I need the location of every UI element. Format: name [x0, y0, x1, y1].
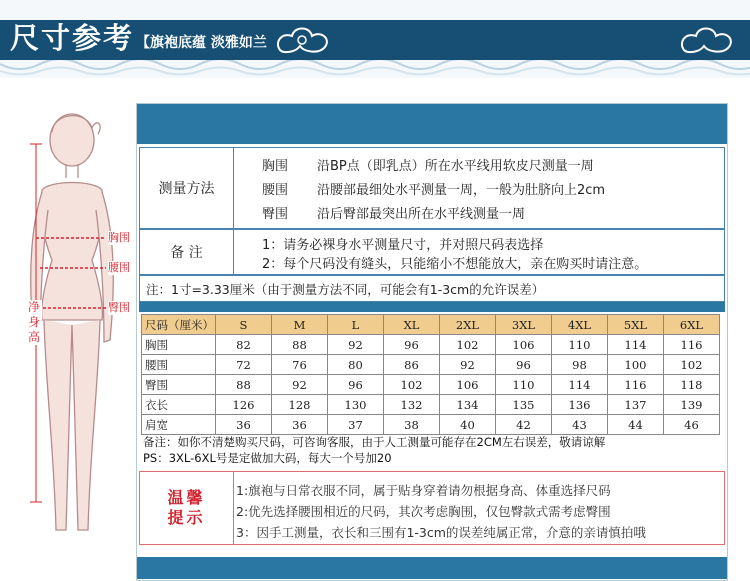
table-cell: 36 [216, 415, 272, 435]
header-cell: 3XL [496, 315, 552, 335]
header-cell: 4XL [552, 315, 608, 335]
table-cell: 116 [608, 375, 664, 395]
table-cell: 37 [328, 415, 384, 435]
table-cell: 40 [440, 415, 496, 435]
table-cell: 137 [608, 395, 664, 415]
table-cell: 92 [272, 375, 328, 395]
table-cell: 96 [384, 335, 440, 355]
header-cell: 尺码（厘米） [142, 315, 216, 335]
table-cell: 102 [384, 375, 440, 395]
notes-line: 1：请务必裸身水平测量尺寸，并对照尺码表选择 [262, 238, 544, 253]
remarks [143, 434, 605, 466]
table-cell: 96 [496, 355, 552, 375]
method-item-desc: 沿腰部最细处水平测量一周，一般为肚脐向上2cm [317, 183, 606, 198]
table-cell: 126 [216, 395, 272, 415]
method-item-desc: 沿后臀部最突出所在水平线测量一周 [317, 207, 526, 222]
cloud-ornament-right-icon [678, 22, 738, 58]
table-cell: 135 [496, 395, 552, 415]
table-cell: 82 [216, 335, 272, 355]
table-cell: 88 [272, 335, 328, 355]
remark-line: PS：3XL-6XL号是定做加大码，每大一个号加20 [143, 451, 392, 465]
table-cell: 114 [552, 375, 608, 395]
table-cell: 72 [216, 355, 272, 375]
method-item-desc: 沿BP点（即乳点）所在水平线用软皮尺测量一周 [317, 159, 594, 174]
table-cell: 134 [440, 395, 496, 415]
table-row [142, 395, 720, 415]
size-panel [136, 103, 728, 581]
table-cell: 98 [552, 355, 608, 375]
table-cell: 110 [496, 375, 552, 395]
header-cell: M [272, 315, 328, 335]
figure-label-hip: 臀围 [108, 301, 130, 314]
method-item-name: 胸围 [262, 159, 289, 174]
table-cell: 118 [664, 375, 720, 395]
tip-line: 3：因手工测量，衣长和三围有1-3cm的误差纯属正常，介意的亲请慎拍哦 [236, 525, 646, 540]
conversion-row [139, 275, 725, 302]
row-label: 臀围 [142, 375, 216, 395]
row-label: 衣长 [142, 395, 216, 415]
page-subtitle: 【旗袍底蕴 淡雅如兰 [136, 35, 267, 51]
header-cell: 6XL [664, 315, 720, 335]
tip-line: 2:优先选择腰围相近的尺码，其次考虑胸围，仅包臀款式需考虑臀围 [236, 504, 611, 519]
table-cell: 106 [496, 335, 552, 355]
female-silhouette-icon [0, 110, 140, 581]
table-cell: 43 [552, 415, 608, 435]
header-cell: 5XL [608, 315, 664, 335]
tips-label-line: 温馨 [167, 488, 206, 507]
table-cell: 128 [272, 395, 328, 415]
table-row [142, 335, 720, 355]
table-cell: 114 [608, 335, 664, 355]
notes-label: 备 注 [140, 230, 234, 274]
table-cell: 80 [328, 355, 384, 375]
table-cell: 136 [552, 395, 608, 415]
wave-ornament [0, 60, 750, 78]
table-cell: 102 [664, 355, 720, 375]
header-cell: XL [384, 315, 440, 335]
tips-label [140, 472, 234, 544]
notes-line: 2：每个尺码没有缝头，只能缩小不想能放大，亲在购买时请注意。 [262, 257, 648, 272]
body-figure [0, 110, 140, 581]
figure-label-waist: 腰围 [108, 261, 130, 274]
method-item-name: 腰围 [262, 183, 289, 198]
table-row [142, 375, 720, 395]
table-cell: 139 [664, 395, 720, 415]
table-cell: 92 [440, 355, 496, 375]
table-cell: 88 [216, 375, 272, 395]
table-divider-bar [139, 302, 725, 312]
page-title: 尺寸参考 [10, 21, 135, 55]
cloud-ornament-icon [274, 22, 334, 58]
table-cell: 110 [552, 335, 608, 355]
table-cell: 100 [608, 355, 664, 375]
method-item-name: 臀围 [262, 207, 289, 222]
row-label: 胸围 [142, 335, 216, 355]
tip-line: 1:旗袍与日常衣服不同，属于贴身穿着请勿根据身高、体重选择尺码 [236, 483, 611, 498]
figure-label-chest: 胸围 [108, 231, 130, 244]
table-cell: 92 [328, 335, 384, 355]
size-table-header [142, 315, 720, 335]
notes-row [139, 229, 725, 275]
row-label: 肩宽 [142, 415, 216, 435]
header-banner [0, 0, 750, 78]
panel-top-bar [137, 104, 727, 144]
table-cell: 86 [384, 355, 440, 375]
conversion-note: 注：1寸=3.33厘米（由于测量方法不同，可能会有1-3cm的允许误差） [146, 282, 545, 297]
table-cell: 132 [384, 395, 440, 415]
table-cell: 38 [384, 415, 440, 435]
tips-box [139, 471, 725, 545]
header-cell: L [328, 315, 384, 335]
measure-method-label: 测量方法 [140, 148, 234, 228]
table-cell: 116 [664, 335, 720, 355]
header-cell: 2XL [440, 315, 496, 335]
panel-bottom-bar [137, 557, 727, 579]
remark-line: 备注：如你不清楚购买尺码，可咨询客服，由于人工测量可能存在2CM左右误差，敬请谅解 [143, 435, 606, 449]
row-label: 腰围 [142, 355, 216, 375]
table-cell: 46 [664, 415, 720, 435]
table-cell: 36 [272, 415, 328, 435]
table-cell: 76 [272, 355, 328, 375]
figure-label-height: 净身高 [28, 300, 41, 344]
header-cell: S [216, 315, 272, 335]
table-row [142, 415, 720, 435]
table-cell: 106 [440, 375, 496, 395]
table-cell: 44 [608, 415, 664, 435]
size-table [141, 314, 720, 435]
measure-method-row [139, 147, 725, 229]
tips-label-line: 提示 [167, 508, 206, 527]
table-cell: 130 [328, 395, 384, 415]
table-row [142, 355, 720, 375]
table-cell: 102 [440, 335, 496, 355]
table-cell: 96 [328, 375, 384, 395]
table-cell: 42 [496, 415, 552, 435]
